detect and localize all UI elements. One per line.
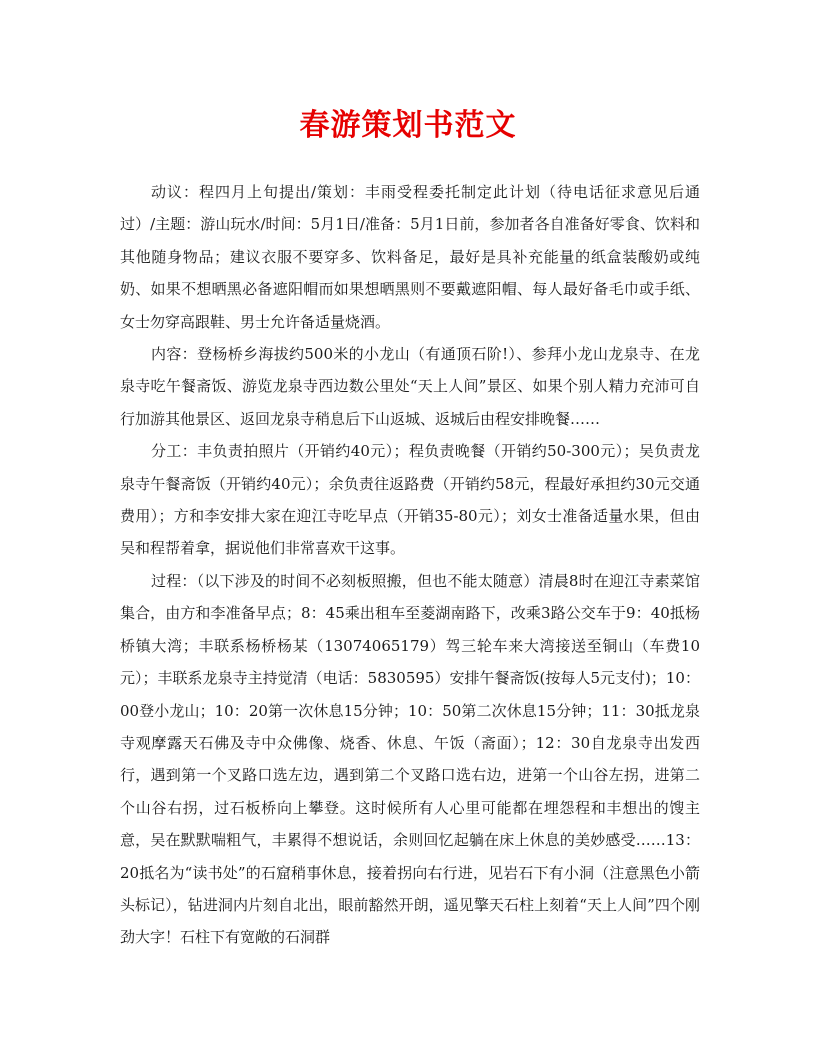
paragraph-proposal: 动议：程四月上旬提出/策划：丰雨受程委托制定此计划（待电话征求意见后通过）/主题：游山玩水/时间：5月1日/准备：5月1日前，参加者各自准备好零食、饮料和其他随身物品；建议衣服不要穿多、饮料备足，最好是具补充能量的纸盒装酸奶或纯奶、如果不想晒黑必备遮阳帽而如果想晒黑则不要戴遮阳帽、每人最好备毛巾或手纸、女士勿穿高跟鞋、男士允许备适量烧酒。 — [120, 183, 700, 331]
paragraph-division-of-labor: 分工：丰负责拍照片（开销约40元）；程负责晚餐（开销约50-300元）；吴负责龙泉寺午餐斋饭（开销约40元）；余负责往返路费（开销约58元，程最好承担约30元交通费用）；方和李安排大家在迎江寺吃早点（开销35-80元）；刘女士准备适量水果，但由吴和程帮着拿，据说他们非常喜欢干这事。 — [120, 442, 700, 558]
document-body — [120, 176, 700, 954]
paragraph-process: 过程：（以下涉及的时间不必刻板照搬，但也不能太随意）清晨8时在迎江寺素菜馆集合，由方和李准备早点；8：45乘出租车至菱湖南路下，改乘3路公交车于9：40抵杨桥镇大湾；丰联系杨桥杨某（13074065179）驾三轮车来大湾接送至铜山（车费10元）；丰联系龙泉寺主持觉清（电话：5830595）安排午餐斋饭(按每人5元支付)；10：00登小龙山；10：20第一次休息15分钟；10：50第二次休息15分钟；11：30抵龙泉寺观摩露天石佛及寺中众佛像、烧香、休息、午饭（斋面）；12：30自龙泉寺出发西行，遇到第一个叉路口选左边，遇到第二个叉路口选右边，进第一个山谷左拐，进第二个山谷右拐，过石板桥向上攀登。这时候所有人心里可能都在埋怨程和丰想出的馊主意，吴在默默喘粗气，丰累得不想说话，余则回忆起躺在床上休息的美妙感受……13：20抵名为“读书处”的石窟稍事休息，接着拐向右行进，见岩石下有小洞（注意黑色小箭头标记），钻进洞内片刻自北出，眼前豁然开朗，遥见擎天石柱上刻着“天上人间”四个刚劲大字！石柱下有宽敞的石洞群 — [120, 571, 700, 947]
document-title: 春游策划书范文 — [299, 108, 517, 143]
paragraph-content: 内容：登杨桥乡海拔约500米的小龙山（有通顶石阶!）、参拜小龙山龙泉寺、在龙泉寺吃午餐斋饭、游览龙泉寺西边数公里处“天上人间”景区、如果个别人精力充沛可自行加游其他景区、返回龙泉寺稍息后下山返城、返城后由程安排晚餐…… — [120, 345, 700, 428]
